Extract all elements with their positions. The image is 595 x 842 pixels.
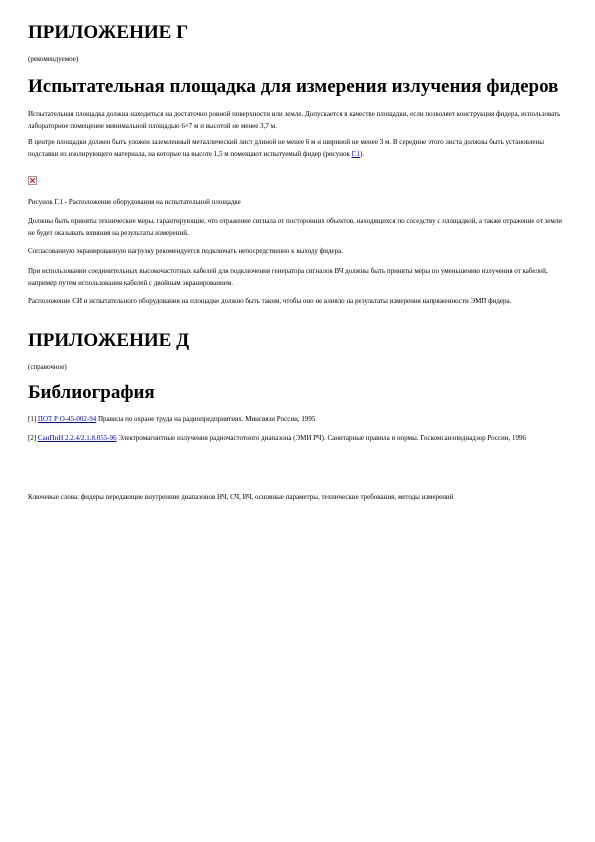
paragraph-reflection-measures: Должны быть приняты технические меры, гарантирующие, что отражение сигнала от посторонних объектов, находящихся по соседству с площадкой, а также отражение от земли не будет оказывать влияния на результаты измерений.: [28, 217, 563, 237]
ref-text: Электромагнитные излучения радиочастотного диапазона (ЭМИ РЧ). Санитарные правила и нормы. Госкомсанэпиднадзор России, 1996: [116, 434, 527, 442]
bibliography-item-2: [28, 433, 567, 445]
appendix-d-title: ПРИЛОЖЕНИЕ Д: [28, 330, 190, 351]
ref-text: Правила по охране труда на радиопредприятиях. Минсвязи России, 1995: [96, 415, 316, 423]
paragraph-ground-sheet-end: ).: [360, 149, 365, 158]
paragraph-ground-sheet: [28, 137, 567, 160]
ref-link[interactable]: СанПиН 2.2.4/2.1.8.055-96: [37, 434, 117, 442]
broken-image-icon: [28, 176, 37, 185]
appendix-g-note: (рекомендуемое): [28, 55, 79, 63]
bibliography-item-1: [28, 414, 567, 426]
appendix-g-title: ПРИЛОЖЕНИЕ Г: [28, 22, 189, 43]
ref-link[interactable]: ПОТ Р О-45-002-94: [37, 415, 97, 423]
appendix-g-heading: Испытательная площадка для измерения излучения фидеров: [28, 76, 559, 97]
paragraph-cable-measures: При использовании соединительных высокочастотных кабелей для подключения генератора сигналов ВЧ должны быть приняты меры по уменьшению излучения от кабелей, например путем использования кабелей с двойным экранированием.: [28, 267, 548, 287]
ref-number: [2]: [28, 434, 38, 442]
paragraph-equipment-placement: Расположение СИ и испытательного оборудования на площадке должно быть таким, чтобы оно не влияло на результаты измерения напряженности ЭМП фидера.: [28, 297, 512, 305]
paragraph-ground-sheet-text: В центре площадки должен быть уложен заземленный металлический лист длиной не менее 6 м и шириной не менее 3 м. В середине этого листа должны быть установлены подставки из изолирующего материала, на которые на высоте 1,5 м помещают испытуемый фидер (рисунок: [28, 138, 544, 158]
keywords: Ключевые слова: фидеры передающие внутренние диапазонов НЧ, СЧ, ВЧ, основные параметры, технические требования, методы измерений: [28, 493, 454, 501]
appendix-d-note: (справочное): [28, 363, 67, 371]
paragraph-site-requirements: Испытательная площадка должна находиться на достаточно ровной поверхности или земле. Допускается в качестве площадки, если позволяет конструкция фидера, использовать лабораторное помещение минимальной площадью 6×7 м и высотой не менее 3,7 м.: [28, 110, 561, 130]
bibliography-heading: Библиография: [28, 382, 155, 403]
figure-g1-link[interactable]: Г.1: [351, 149, 361, 158]
paragraph-shielded-load: Согласованную экранированную нагрузку рекомендуется подключать непосредственно к выходу фидера.: [28, 247, 343, 255]
ref-number: [1]: [28, 415, 38, 423]
figure-caption: Рисунок Г.1 - Расположение оборудования на испытательной площадке: [28, 198, 241, 206]
